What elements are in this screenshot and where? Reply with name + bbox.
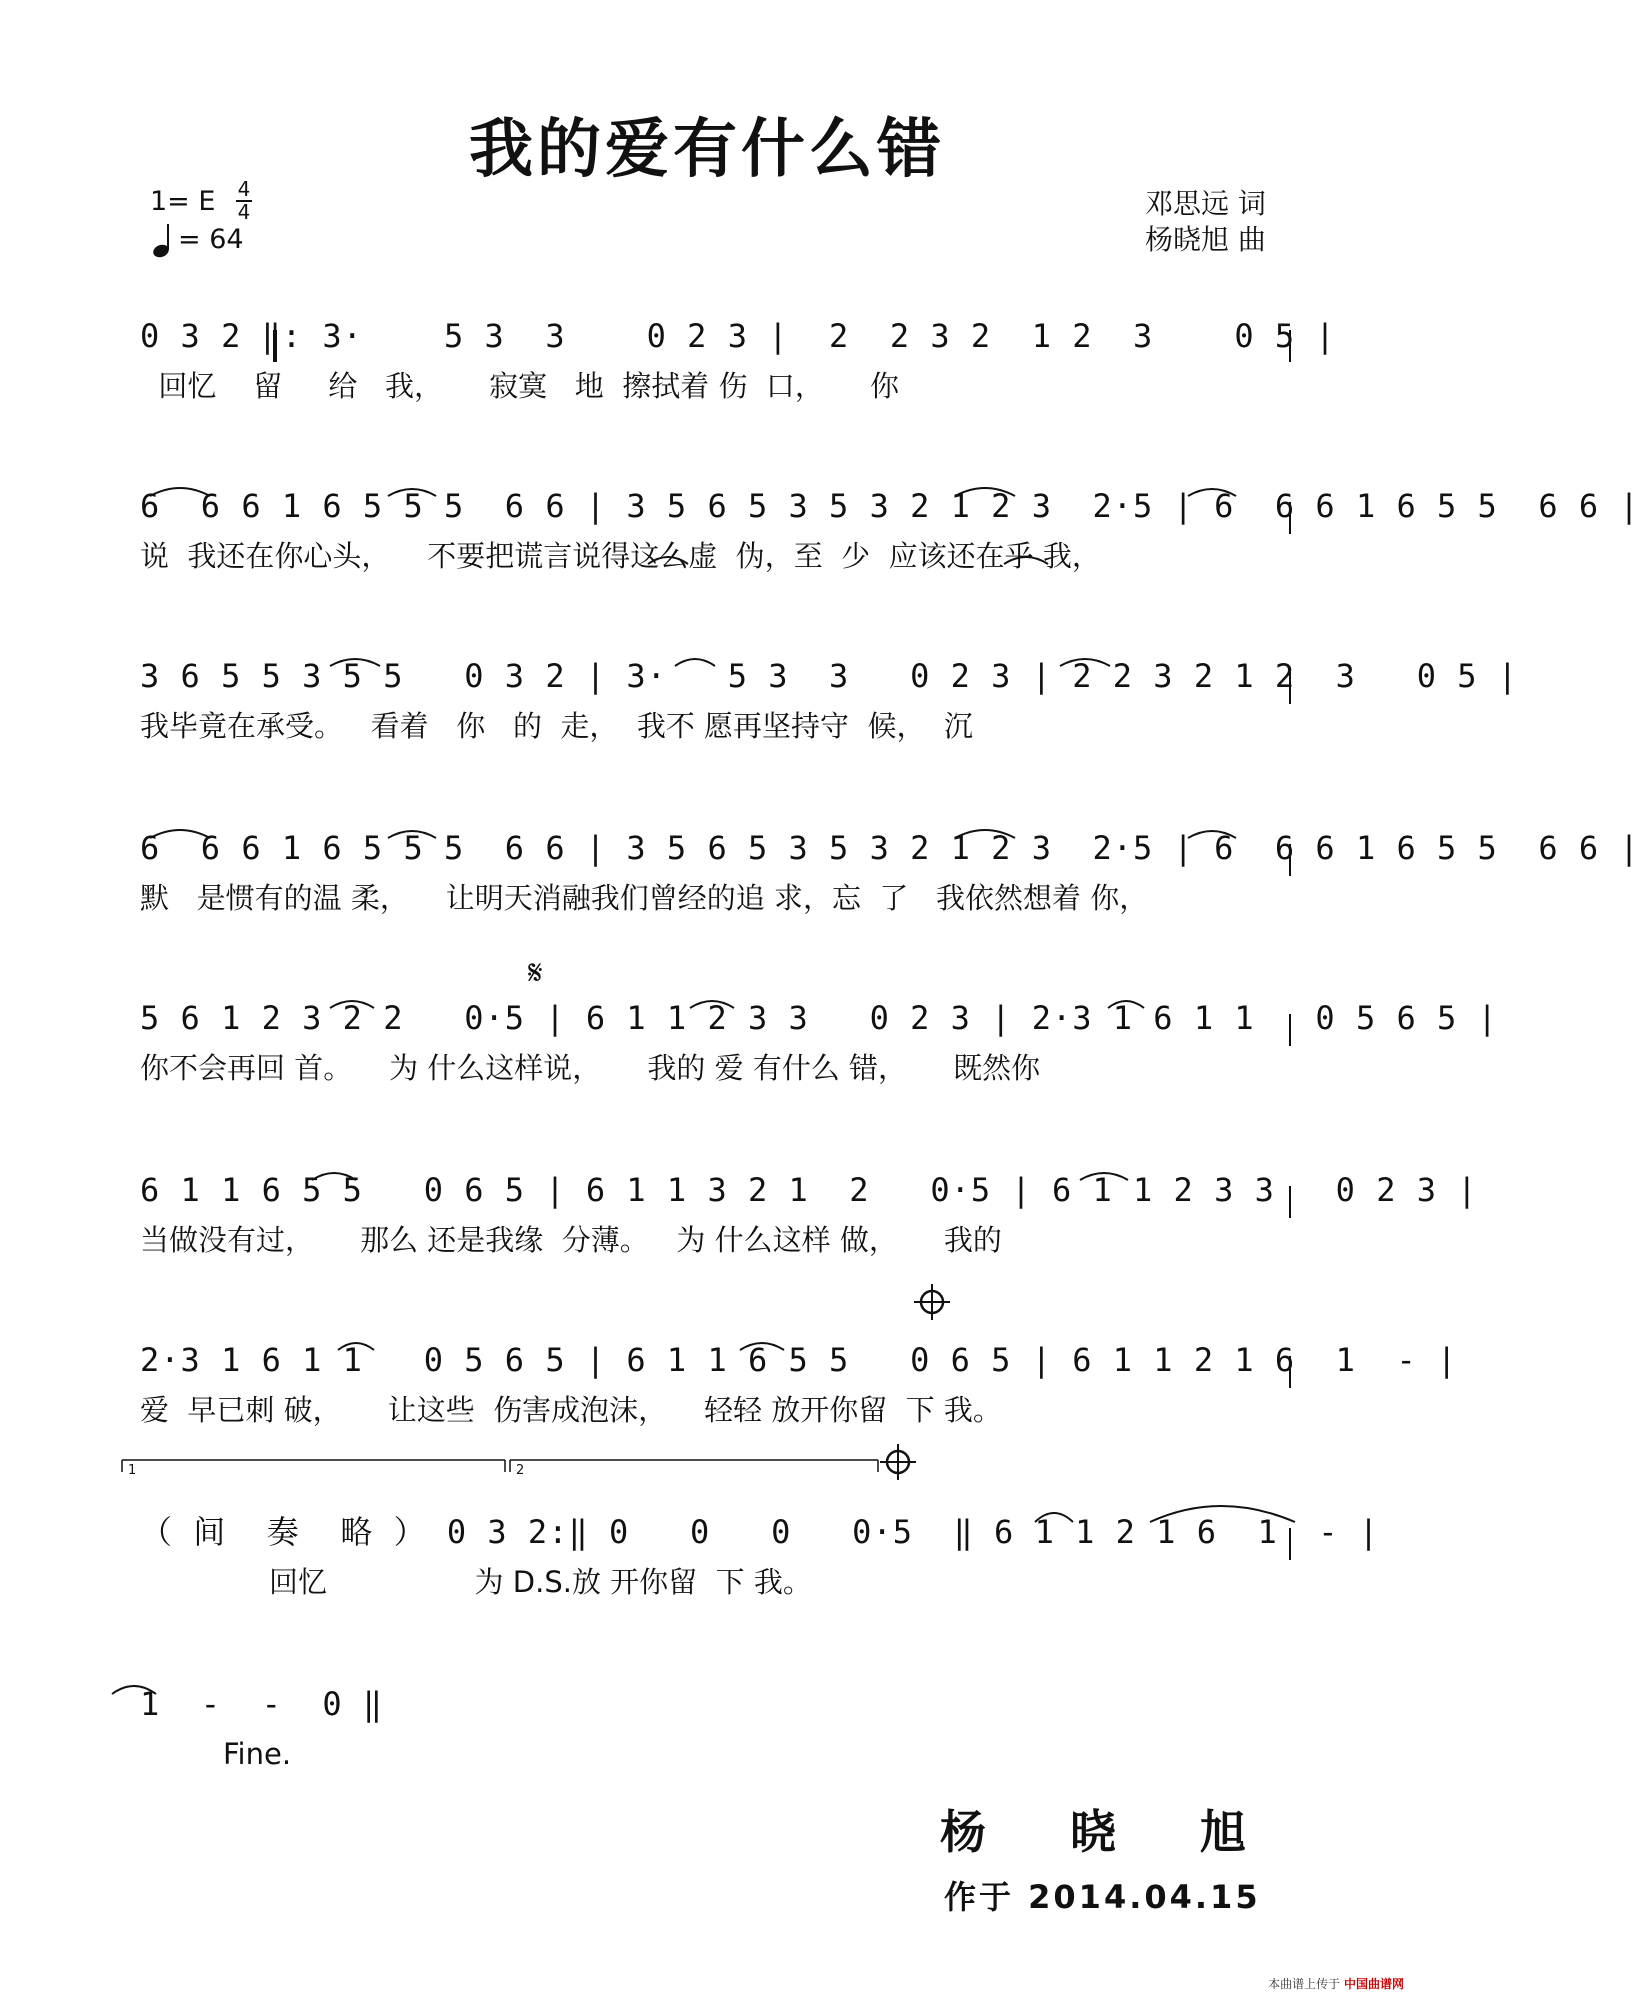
line-5-lyrics: 你不会再回 首。 为 什么这样说， 我的 爱 有什么 错， 既然你 [140, 1051, 1041, 1085]
line-7-notes: 2·3 1 6 1 1 0 5 6 5 | 6 1 1 6 5 5 0 6 5 | 6 1 1 2 1 6 1 - | [140, 1341, 1458, 1379]
quarter-note-icon [152, 222, 176, 258]
time-signature-bottom: 4 [237, 200, 251, 224]
footer-brand: 中国曲谱网 [1343, 1977, 1404, 1991]
line-6-lyrics: 当做没有过， 那么 还是我缘 分薄。 为 什么这样 做， 我的 [140, 1223, 1002, 1257]
lyricist: 邓思远 词 [1145, 187, 1266, 220]
line-1-notes: 0 3 2 ‖: 3· 5 3 3 0 2 3 | 2 2 3 2 1 2 3 0 5 | [140, 317, 1336, 355]
line-8-notes: （ 间 奏 略 ） 0 3 2:‖ 0 0 0 0·5 ‖ 6 1 1 2 1 6 1 - | [140, 1513, 1380, 1551]
line-1-lyrics: 回忆 留 给 我， 寂寞 地 擦拭着 伤 口， 你 [140, 369, 899, 403]
time-signature-top: 4 [237, 177, 251, 201]
author-signature: 杨 晓 旭 [940, 1805, 1281, 1859]
line-9-lyrics: Fine. [140, 1737, 292, 1771]
coda-icon-2 [880, 1444, 916, 1480]
line-4-lyrics: 默 是惯有的温 柔， 让明天消融我们曾经的追 求，忘 了 我依然想着 你， [140, 881, 1149, 915]
line-3-notes: 3 6 5 5 3 5 5 0 3 2 | 3· 5 3 3 0 2 3 | 2 2 3 2 1 2 3 0 5 | [140, 657, 1519, 695]
credits [1145, 186, 1266, 258]
composer: 杨晓旭 曲 [1145, 223, 1266, 256]
line-4-notes: 6 6 6 1 6 5 5 5 6 6 | 3 5 6 5 3 5 3 2 1 2 3 2·5 | 6 6 6 1 6 5 5 6 6 | [140, 829, 1640, 867]
line-2-notes: 6 6 6 1 6 5 5 5 6 6 | 3 5 6 5 3 5 3 2 1 2 3 2·5 | 6 6 6 1 6 5 5 6 6 | [140, 487, 1640, 525]
page-title: 我的爱有什么错 [469, 112, 945, 187]
segno-icon: 𝄋 [528, 953, 543, 993]
volta-1-label: 1 [128, 1463, 137, 1478]
coda-icon-1 [914, 1284, 950, 1320]
line-6-notes: 6 1 1 6 5 5 0 6 5 | 6 1 1 3 2 1 2 0·5 | 6 1 1 2 3 3 0 2 3 | [140, 1171, 1478, 1209]
line-3-lyrics: 我毕竟在承受。 看着 你 的 走， 我不 愿再坚持守 候， 沉 [140, 709, 973, 743]
line-8-lyrics: 回忆 为 D.S.放 开你留 下 我。 [140, 1565, 812, 1599]
site-footer [1268, 1975, 1404, 1992]
line-5-notes: 5 6 1 2 3 2 2 0·5 | 6 1 1 2 3 3 0 2 3 | 2·3 1 6 1 1 0 5 6 5 | [140, 999, 1498, 1037]
line-7-lyrics: 爱 早已刺 破， 让这些 伤害成泡沫， 轻轻 放开你留 下 我。 [140, 1393, 1002, 1427]
tempo-mark: = 64 [178, 224, 244, 255]
line-9-notes: 1 - - 0 ‖ [140, 1685, 384, 1723]
date-line: 作于 2014.04.15 [944, 1878, 1261, 1916]
time-signature [236, 177, 252, 224]
key-signature: 1= E [150, 186, 216, 217]
line-2-lyrics: 说 我还在你心头， 不要把谎言说得这么虚 伪，至 少 应该还在乎 我， [140, 539, 1101, 573]
volta-2-label: 2 [516, 1463, 525, 1478]
footer-prefix: 本曲谱上传于 [1268, 1977, 1341, 1991]
